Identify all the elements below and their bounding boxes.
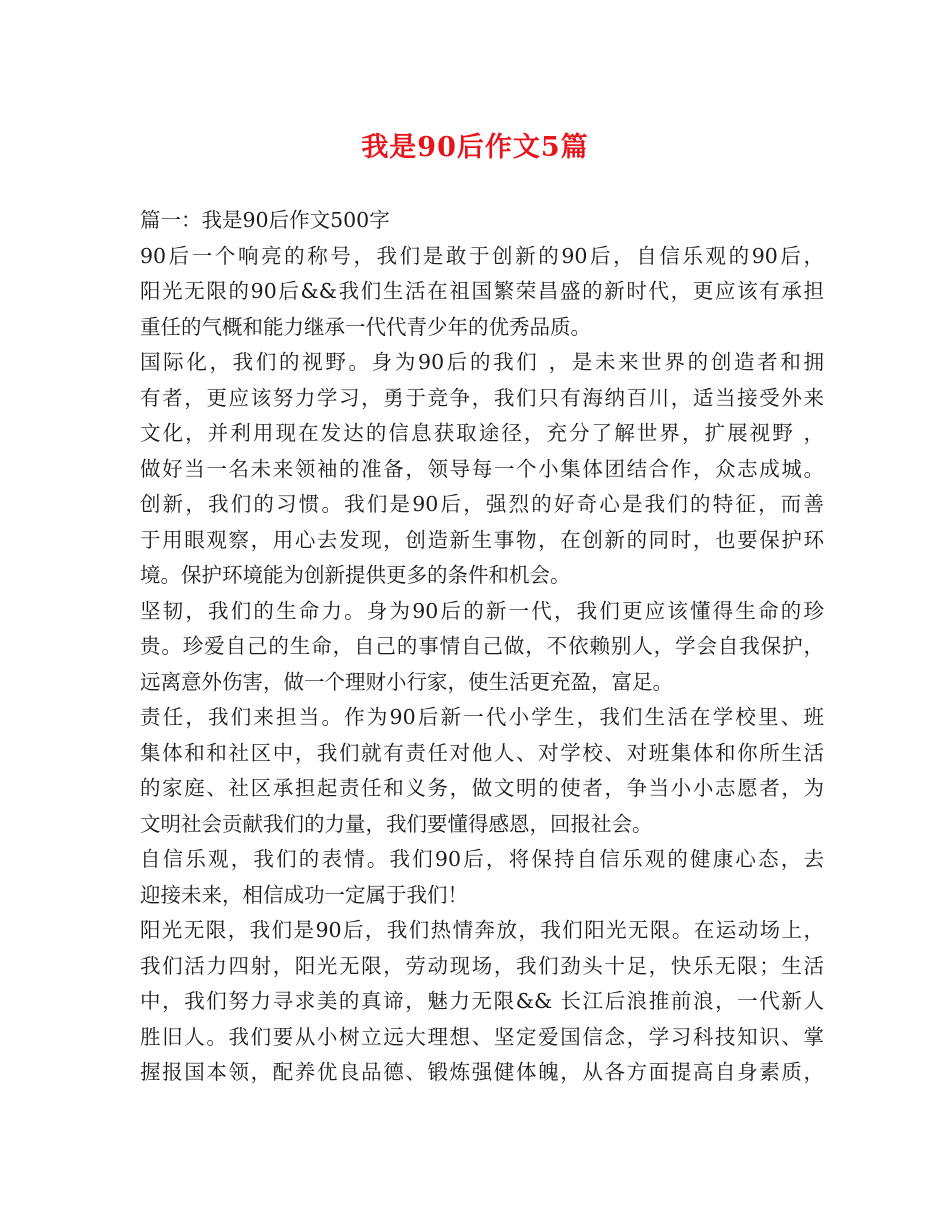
- text-line: 责任，我们来担当。作为90后新一代小学生，我们生活在学校里、班: [140, 705, 824, 729]
- text-line: 重任的气概和能力继承一代代青少年的优秀品质。: [140, 314, 591, 339]
- text-line: 有者，更应该努力学习，勇于竞争，我们只有海纳百川，适当接受外来: [140, 385, 824, 410]
- text-line: 于用眼观察，用心去发现，创造新生事物，在创新的同时，也要保护环: [140, 527, 824, 552]
- text-line: 自信乐观，我们的表情。我们90后，将保持自信乐观的健康心态，去: [140, 847, 824, 871]
- text-line: 握报国本领，配养优良品德、锻炼强健体魄，从各方面提高自身素质，: [140, 1060, 824, 1084]
- text-line: 文化，并利用现在发达的信息获取途径，充分了解世界，扩展视野 ，: [140, 421, 824, 445]
- text-line: 远离意外伤害，做一个理财小行家，使生活更充盈，富足。: [140, 669, 673, 694]
- document-body: [140, 203, 824, 1091]
- text-line: 90后一个响亮的称号，我们是敢于创新的90后，自信乐观的90后，: [140, 243, 824, 268]
- text-line: 中，我们努力寻求美的真谛，魅力无限&& 长江后浪推前浪，一代新人: [140, 989, 824, 1013]
- text-line: 胜旧人。我们要从小树立远大理想、坚定爱国信念，学习科技知识、掌: [140, 1024, 824, 1049]
- section-heading: 篇一：我是90后作文500字: [140, 208, 390, 232]
- text-line: 迎接未来，相信成功一定属于我们！: [140, 882, 468, 907]
- text-line: 阳光无限的90后&&我们生活在祖国繁荣昌盛的新时代，更应该有承担: [140, 279, 824, 303]
- document-title: 我是90后作文5篇: [361, 132, 589, 163]
- text-line: 贵。珍爱自己的生命，自己的事情自己做，不依赖别人，学会自我保护，: [140, 634, 824, 658]
- text-line: 集体和和社区中，我们就有责任对他人、对学校、对班集体和你所生活: [140, 740, 824, 765]
- text-line: 文明社会贡献我们的力量，我们要懂得感恩，回报社会。: [140, 811, 653, 836]
- text-line: 创新，我们的习惯。我们是90后，强烈的好奇心是我们的特征，而善: [140, 492, 824, 516]
- text-line: 我们活力四射，阳光无限，劳动现场，我们劲头十足，快乐无限；生活: [140, 953, 824, 978]
- text-line: 境。保护环境能为创新提供更多的条件和机会。: [140, 563, 571, 587]
- text-line: 国际化，我们的视野。身为90后的我们 ，是未来世界的创造者和拥: [140, 350, 824, 374]
- text-line: 的家庭、社区承担起责任和义务，做文明的使者，争当小小志愿者，为: [140, 776, 824, 800]
- text-line: 阳光无限，我们是90后，我们热情奔放，我们阳光无限。在运动场上，: [140, 918, 824, 942]
- text-line: 坚韧，我们的生命力。身为90后的新一代，我们更应该懂得生命的珍: [140, 598, 824, 623]
- text-line: 做好当一名未来领袖的准备，领导每一个小集体团结合作，众志成城。: [140, 456, 824, 481]
